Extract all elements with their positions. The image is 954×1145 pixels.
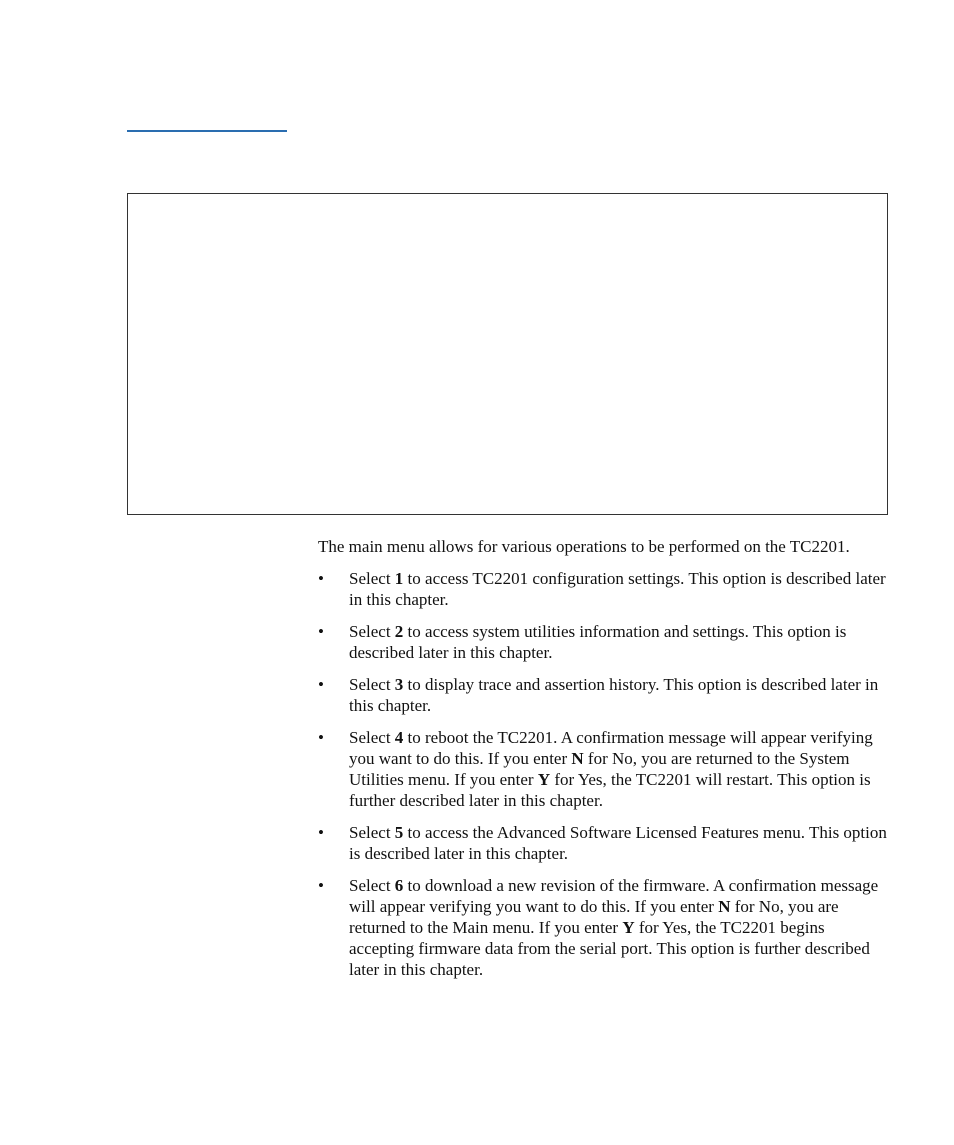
list-item-option-2: • Select 2 to access system utilities information and settings. This option is described later in this chapter. [318, 622, 847, 662]
option-key: 6 [394, 876, 404, 895]
bullet-icon: • [318, 876, 324, 895]
option-key: N [571, 749, 584, 768]
option-list [318, 568, 893, 980]
list-item-option-5: • Select 5 to access the Advanced Software Licensed Features menu. This option is described later in this chapter. [318, 823, 887, 863]
option-key: 2 [394, 622, 404, 641]
figure-frame [127, 193, 888, 515]
option-key: 4 [394, 728, 404, 747]
body-text [318, 536, 893, 991]
list-item-option-6: • Select 6 to download a new revision of the firmware. A confirmation message will appear verifying you want to do this. If you enter N for No, you are returned to the Main menu. If you enter Y for Yes, the TC2201 begins accepting firmware data from the serial port. This option is further described later in this chapter. [318, 876, 879, 979]
intro-paragraph: The main menu allows for various operations to be performed on the TC2201. [318, 537, 850, 556]
bullet-icon: • [318, 728, 324, 747]
list-item-option-4: • Select 4 to reboot the TC2201. A confirmation message will appear verifying you want to do this. If you enter N for No, you are returned to the System Utilities menu. If you enter Y for Yes, the TC2201 will restart. This option is further described later in this chapter. [318, 728, 873, 810]
bullet-icon: • [318, 622, 324, 641]
option-key: Y [622, 918, 635, 937]
bullet-icon: • [318, 569, 324, 588]
option-key: 5 [394, 823, 404, 842]
bullet-icon: • [318, 675, 324, 694]
list-item-option-1: • Select 1 to access TC2201 configuration settings. This option is described later in this chapter. [318, 569, 886, 609]
bullet-icon: • [318, 823, 324, 842]
header-rule [127, 130, 287, 132]
list-item-option-3: • Select 3 to display trace and assertion history. This option is described later in this chapter. [318, 675, 879, 715]
option-key: N [718, 897, 731, 916]
option-key: 3 [394, 675, 404, 694]
option-key: 1 [394, 569, 404, 588]
option-key: Y [537, 770, 551, 789]
